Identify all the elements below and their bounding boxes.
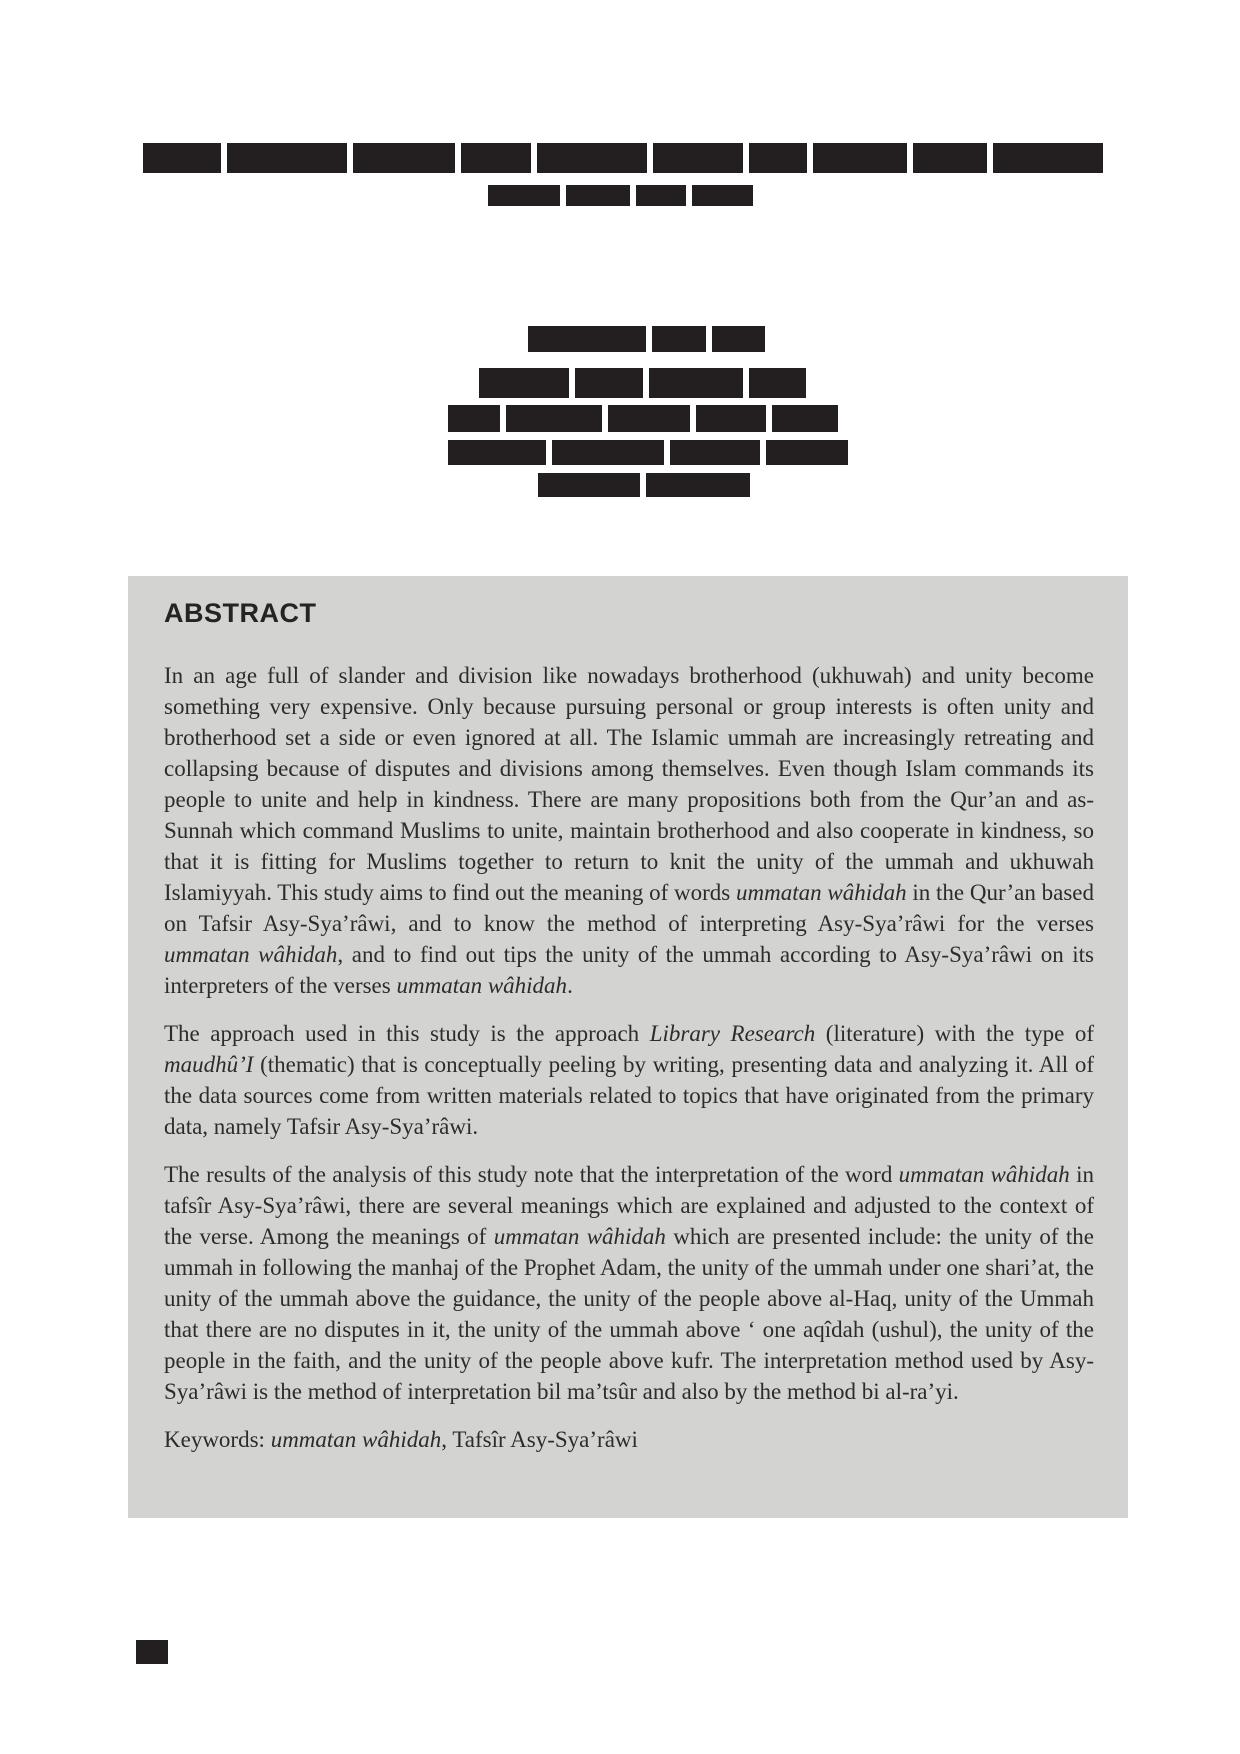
- redaction-bar: [506, 405, 602, 432]
- redaction-bar: [646, 473, 750, 497]
- redaction-bar: [538, 473, 640, 497]
- redaction-bar: [566, 185, 630, 206]
- redaction-bar: [448, 440, 546, 465]
- redaction-bar: [636, 185, 686, 206]
- redaction-bar: [692, 185, 753, 206]
- redaction-bar: [488, 185, 560, 206]
- redacted-affiliation-line-3: [448, 440, 848, 465]
- redaction-bar: [653, 143, 743, 173]
- abstract-paragraph-2: The approach used in this study is the approach Library Research (literature) with the type of maudhû’I (thematic) that is conceptually peeling by writing, presenting data and analyzing it. All of the data sources come from written materials related to topics that have originated from the primary data, namely Tafsir Asy-Sya’râwi.: [164, 1021, 1095, 1139]
- redacted-title-line-1: [135, 143, 1110, 173]
- redaction-bar: [772, 405, 838, 432]
- abstract-heading: ABSTRACT: [164, 598, 317, 628]
- redacted-page-number: [136, 1640, 168, 1664]
- redaction-bar: [670, 440, 760, 465]
- redacted-affiliation-line-2: [448, 405, 838, 432]
- redacted-title-line-2: [488, 185, 753, 206]
- redaction-bar: [461, 143, 531, 173]
- redaction-bar: [575, 368, 643, 398]
- redaction-bar: [813, 143, 907, 173]
- redaction-bar: [479, 368, 569, 398]
- keywords-line: Keywords: ummatan wâhidah, Tafsîr Asy-Sya’râwi: [164, 1427, 638, 1452]
- redaction-bar: [712, 326, 765, 352]
- redaction-bar: [913, 143, 987, 173]
- redacted-author-email: [538, 473, 750, 497]
- redaction-bar: [552, 440, 664, 465]
- redaction-bar: [696, 405, 766, 432]
- redaction-bar: [143, 143, 221, 173]
- redaction-bar: [749, 368, 806, 398]
- redaction-bar: [537, 143, 647, 173]
- redacted-affiliation-line-1: [479, 368, 806, 398]
- redaction-bar: [353, 143, 455, 173]
- redaction-bar: [652, 326, 706, 352]
- redaction-bar: [227, 143, 347, 173]
- redaction-bar: [649, 368, 743, 398]
- redaction-bar: [448, 405, 500, 432]
- redaction-bar: [528, 326, 646, 352]
- redaction-bar: [608, 405, 690, 432]
- abstract-paragraph-3: The results of the analysis of this study note that the interpretation of the word ummatan wâhidah in tafsîr Asy-Sya’râwi, there are several meanings which are explained and adjusted to the context of the verse. Among the meanings of ummatan wâhidah which are presented include: the unity of the ummah in following the manhaj of the Prophet Adam, the unity of the ummah under one shari’at, the unity of the ummah above the guidance, the unity of the people above al-Haq, unity of the Ummah that there are no disputes in it, the unity of the ummah above ‘ one aqîdah (ushul), the unity of the people in the faith, and the unity of the people above kufr. The interpretation method used by Asy-Sya’râwi is the method of interpretation bil ma’tsûr and also by the method bi al-ra’yi.: [164, 1162, 1095, 1404]
- abstract-section: [128, 576, 1128, 1518]
- redacted-author-name: [528, 326, 765, 352]
- redaction-bar: [766, 440, 848, 465]
- abstract-paragraph-1: In an age full of slander and division like nowadays brotherhood (ukhuwah) and unity become something very expensive. Only because pursuing personal or group interests is often unity and brotherhood set a side or even ignored at all. The Islamic ummah are increasingly retreating and collapsing because of disputes and divisions among themselves. Even though Islam commands its people to unite and help in kindness. There are many propositions both from the Qur’an and as-Sunnah which command Muslims to unite, maintain brotherhood and also cooperate in kindness, so that it is fitting for Muslims together to return to knit the unity of the ummah and ukhuwah Islamiyyah. This study aims to find out the meaning of words ummatan wâhidah in the Qur’an based on Tafsir Asy-Sya’râwi, and to know the method of interpreting Asy-Sya’râwi for the verses ummatan wâhidah, and to find out tips the unity of the ummah according to Asy-Sya’râwi on its interpreters of the verses ummatan wâhidah.: [164, 663, 1094, 998]
- redaction-bar: [993, 143, 1103, 173]
- redaction-bar: [749, 143, 807, 173]
